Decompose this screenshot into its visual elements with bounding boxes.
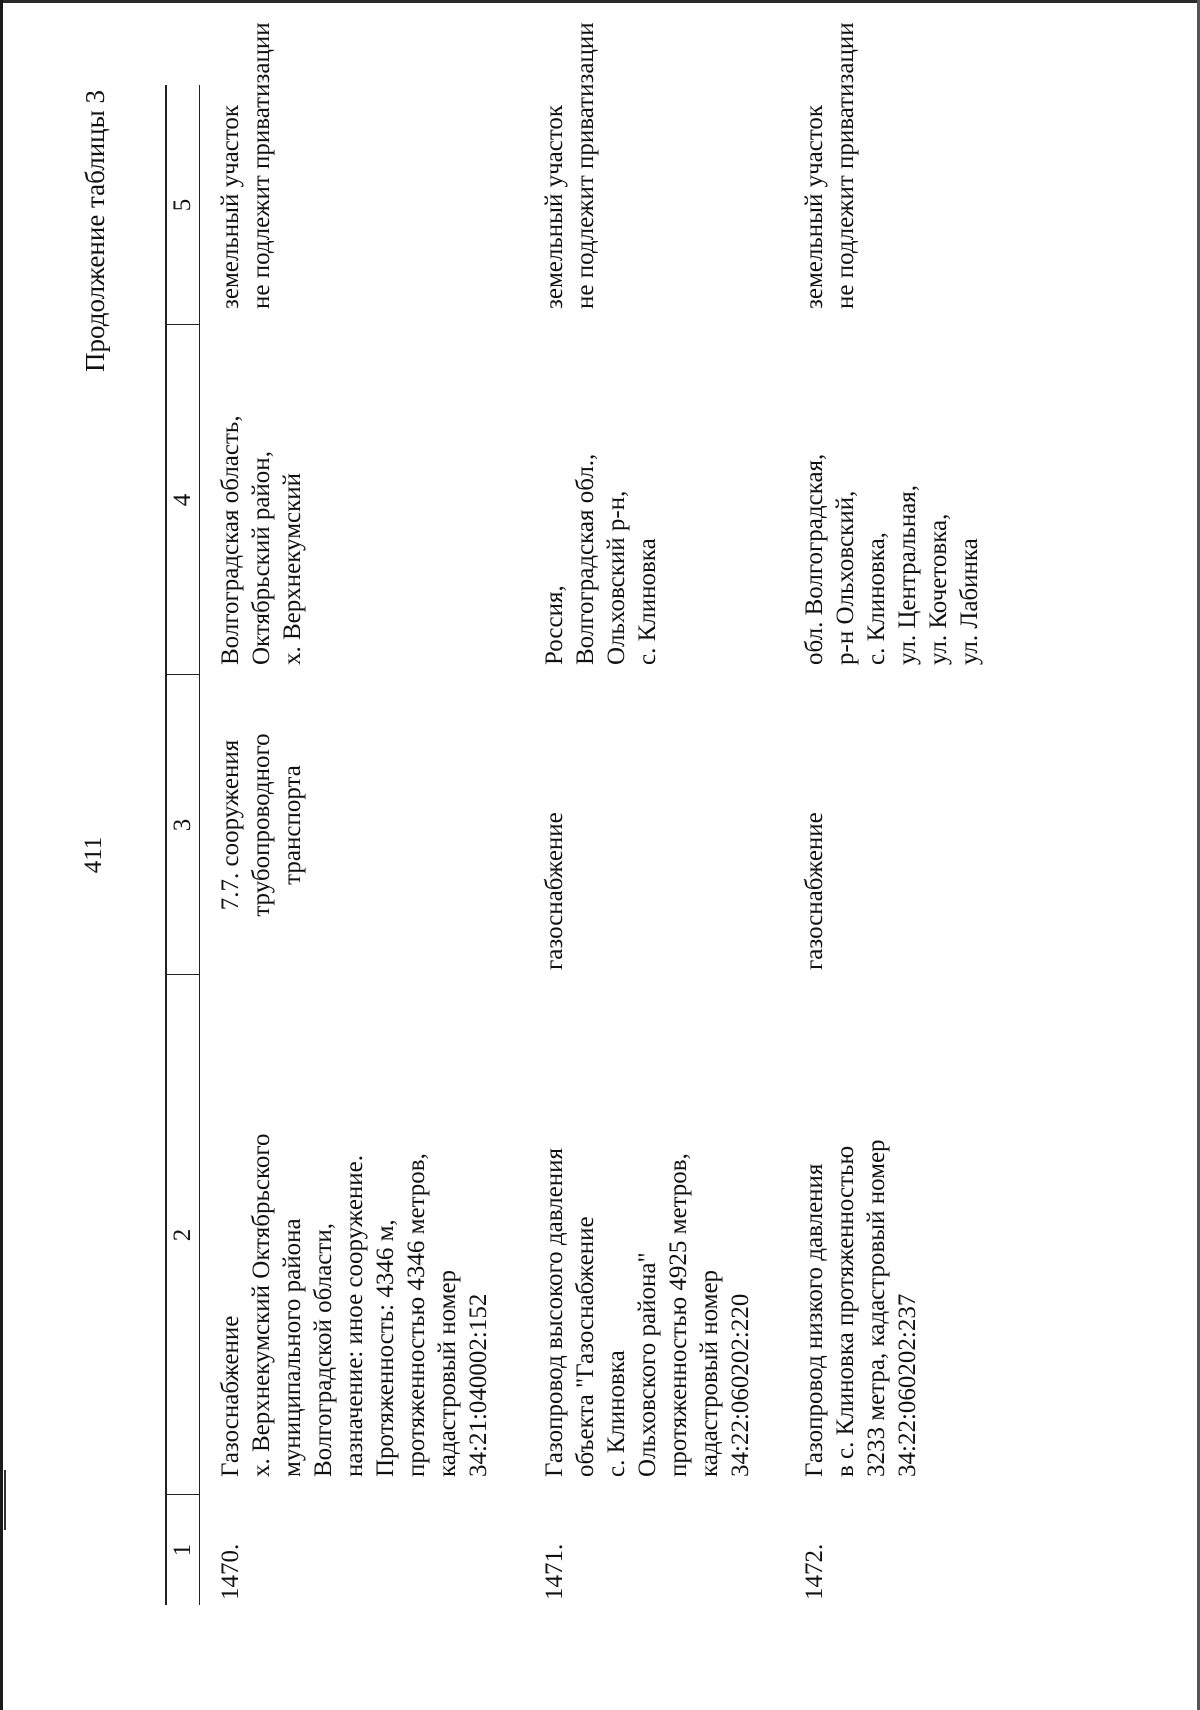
- object-address: Волгоградская область, Октябрьский район, х. Верхнекумский: [217, 415, 306, 665]
- row-number: 1471.: [541, 1543, 568, 1600]
- table-continuation-label: Продолжение таблицы 3: [80, 90, 110, 372]
- object-address: обл. Волгоградская, р-н Ольховский, с. Клиновка, ул. Центральная, ул. Кочетовка, ул. Лабинка: [801, 453, 983, 665]
- object-note: земельный участок не подлежит приватизации: [801, 22, 859, 309]
- table-header-row: [165, 85, 200, 1605]
- column-header-4: 4: [169, 493, 196, 507]
- column-header-3: 3: [169, 818, 196, 832]
- row-number: 1470.: [217, 1543, 244, 1600]
- object-purpose: газоснабжение: [541, 812, 568, 970]
- object-description: Газопровод высокого давления объекта "Газоснабжение с. Клиновка Ольховского района" протяженностью 4925 метров, кадастровый номер 34:22:060202:220: [541, 1148, 754, 1477]
- object-note: земельный участок не подлежит приватизации: [541, 22, 599, 309]
- column-header-2: 2: [169, 1228, 196, 1242]
- object-description: Газопровод низкого давления в с. Клиновка протяженностью 3233 метра, кадастровый номер 34:22:060202:237: [801, 1139, 921, 1477]
- column-header-5: 5: [169, 198, 196, 212]
- object-address: Россия, Волгоградская обл., Ольховский р-н, с. Клиновка: [541, 453, 661, 665]
- object-note: земельный участок не подлежит приватизации: [217, 22, 275, 309]
- page-number: 411: [80, 836, 107, 874]
- object-purpose: 7.7. сооружения трубопроводного транспорта: [217, 733, 306, 917]
- object-description: Газоснабжение х. Верхнекумский Октябрьского муниципального района Волгоградской области, назначение: иное сооружение. Протяженность: 4346 м, протяженностью 4346 метров, кадастровый номер 34:21:040002:152: [217, 1133, 492, 1477]
- column-header-1: 1: [169, 1543, 196, 1557]
- row-number: 1472.: [801, 1543, 828, 1600]
- object-purpose: газоснабжение: [801, 812, 828, 970]
- data-table: [165, 22, 983, 1605]
